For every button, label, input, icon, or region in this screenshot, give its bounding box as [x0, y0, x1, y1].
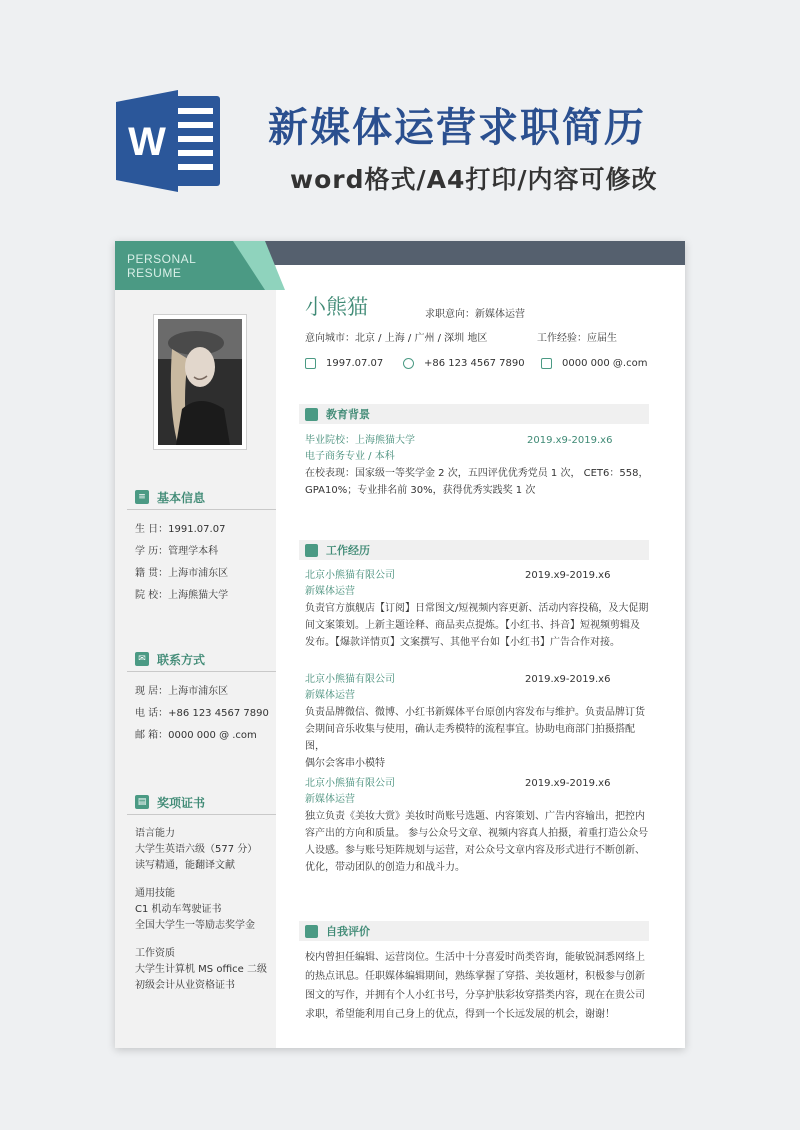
- desc-line: 独立负责《美妆大赏》美妆时尚账号选题、内容策划、广告内容输出，把控内: [305, 811, 645, 822]
- company-name: 北京小熊猫有限公司: [305, 778, 395, 789]
- hometown-row: 籍 贯：上海市浦东区: [135, 568, 229, 579]
- phone-icon: [403, 358, 414, 369]
- work-entry: [305, 672, 650, 772]
- basic-info-title: 基本信息: [157, 490, 206, 505]
- divider: [127, 509, 276, 510]
- awards-section: [115, 792, 276, 1006]
- work-desc: [305, 600, 650, 651]
- education-desc: [305, 465, 650, 499]
- calendar-icon: [305, 358, 316, 369]
- work-date: 2019.x9-2019.x6: [525, 570, 611, 581]
- basic-info-header: [115, 487, 276, 507]
- self-eval-header: [299, 921, 649, 941]
- desc-line: 偶尔会客串小模特: [305, 758, 385, 769]
- mail-icon: ✉: [135, 652, 149, 666]
- award-group-title: 语言能力: [135, 828, 175, 839]
- work-desc: [305, 704, 650, 772]
- resume-main: [299, 241, 669, 1048]
- page-title: 新媒体运营求职简历: [268, 105, 646, 151]
- work-header: [299, 540, 649, 560]
- birthday-row: 生 日：1991.07.07: [135, 524, 226, 535]
- desc-line: 优化，带动团队的创造力和战斗力。: [305, 862, 465, 873]
- contact-section: [115, 649, 276, 747]
- award-item: 大学生英语六级（577 分）: [135, 844, 258, 855]
- email-text: 0000 000 @.com: [562, 358, 648, 369]
- page-subtitle: word格式/A4打印/内容可修改: [290, 165, 658, 194]
- awards-header: [115, 792, 276, 812]
- award-item: 初级会计从业资格证书: [135, 980, 235, 991]
- envelope-icon: [541, 358, 552, 369]
- desc-line: 求职，希望能利用自己身上的优点，得到一个长远发展的机会，谢谢！: [305, 1009, 615, 1020]
- phone-item: [403, 358, 525, 369]
- desc-line: 的热点讯息。任职媒体编辑期间，熟练掌握了穿搭、美妆题材，积极参与创新: [305, 971, 645, 982]
- target-city: 意向城市：北京 / 上海 / 广州 / 深圳 地区: [305, 333, 488, 344]
- email-item: [541, 358, 647, 369]
- work-entry: [305, 776, 650, 876]
- work-title: 工作经历: [326, 544, 370, 557]
- divider: [127, 814, 276, 815]
- education-date: 2019.x9-2019.x6: [527, 435, 613, 446]
- education-entry: [305, 433, 650, 499]
- awards-title: 奖项证书: [157, 795, 206, 810]
- birthdate-text: 1997.07.07: [326, 358, 384, 369]
- award-group: [135, 886, 276, 934]
- desc-line: 人设感。参与账号矩阵规划与运营，对公众号文章内容及形式进行不断创新、: [305, 845, 645, 856]
- award-group-title: 通用技能: [135, 888, 175, 899]
- desc-line: 在校表现：国家级一等奖学金 2 次，五四评优优秀党员 1 次， CET6：558，: [305, 468, 649, 479]
- email-row: 邮 箱：0000 000 @ .com: [135, 730, 257, 741]
- desc-line: 间文案策划。上新主题诠释、商品卖点提炼。【小红书、抖音】短视频剪辑及: [305, 620, 640, 631]
- basic-info-section: [115, 487, 276, 607]
- self-eval-desc: [305, 948, 650, 1024]
- personal-resume-badge: [127, 252, 196, 280]
- self-eval-entry: [305, 948, 650, 1024]
- desc-line: 容产出的方向和质量。 参与公众号文章、视频内容真人拍摄，着重打造公众号: [305, 828, 649, 839]
- certificate-icon: ▤: [135, 795, 149, 809]
- badge-line-2: RESUME: [127, 266, 182, 280]
- id-card-icon: ≡: [135, 490, 149, 504]
- award-group: [135, 826, 276, 874]
- company-name: 北京小熊猫有限公司: [305, 570, 395, 581]
- desc-line: 会期间音乐收集与使用，确认走秀模特的流程事宜。协助电商部门拍摄搭配图，: [305, 724, 635, 752]
- badge-line-1: PERSONAL: [127, 252, 197, 266]
- work-experience-level: 工作经验：应届生: [537, 333, 617, 344]
- major: 电子商务专业 / 本科: [305, 451, 395, 462]
- briefcase-icon: [305, 544, 318, 557]
- award-item: 全国大学生一等励志奖学金: [135, 920, 255, 931]
- desc-line: 发布。【爆款详情页】文案撰写、其他平台如【小红书】广告合作对接。: [305, 637, 620, 648]
- job-intent: 求职意向：新媒体运营: [425, 309, 525, 320]
- profile-photo: [158, 319, 242, 445]
- award-group: [135, 946, 276, 994]
- resume-sheet: [115, 241, 685, 1048]
- contact-header: [115, 649, 276, 669]
- residence-row: 现 居：上海市浦东区: [135, 686, 229, 697]
- school-name: 毕业院校：上海熊猫大学: [305, 435, 415, 446]
- phone-row: 电 话：+86 123 4567 7890: [135, 708, 269, 719]
- education-row: 学 历：管理学本科: [135, 546, 219, 557]
- phone-text: +86 123 4567 7890: [424, 358, 525, 369]
- education-header: [299, 404, 649, 424]
- word-document-icon: [116, 86, 226, 196]
- contact-title: 联系方式: [157, 652, 206, 667]
- birthdate-item: [305, 358, 383, 369]
- desc-line: 图文的写作，并拥有个人小红书号，分享护肤彩妆穿搭类内容，现在在贵公司: [305, 990, 645, 1001]
- education-title: 教育背景: [326, 408, 370, 421]
- self-eval-title: 自我评价: [326, 925, 370, 938]
- word-icon-letter: W: [128, 120, 166, 164]
- school-row: 院 校：上海熊猫大学: [135, 590, 229, 601]
- desc-line: 负责官方旗舰店【订阅】日常图文/短视频内容更新、活动内容投稿，及大促期: [305, 603, 649, 614]
- job-role: 新媒体运营: [305, 794, 355, 805]
- comment-icon: [305, 925, 318, 938]
- work-date: 2019.x9-2019.x6: [525, 778, 611, 789]
- award-item: C1 机动车驾驶证书: [135, 904, 222, 915]
- award-item: 读写精通，能翻译文献: [135, 860, 235, 871]
- candidate-name: 小熊猫: [305, 295, 368, 319]
- award-group-title: 工作资质: [135, 948, 175, 959]
- desc-line: GPA10%；专业排名前 30%，获得优秀实践奖 1 次: [305, 485, 536, 496]
- work-date: 2019.x9-2019.x6: [525, 674, 611, 685]
- job-role: 新媒体运营: [305, 690, 355, 701]
- profile-photo-frame: [153, 314, 247, 450]
- desc-line: 校内曾担任编辑、运营岗位。生活中十分喜爱时尚类咨询，能敏锐洞悉网络上: [305, 952, 645, 963]
- divider: [127, 671, 276, 672]
- desc-line: 负责品牌微信、微博、小红书新媒体平台原创内容发布与维护。负责品牌订货: [305, 707, 645, 718]
- job-role: 新媒体运营: [305, 586, 355, 597]
- graduation-cap-icon: [305, 408, 318, 421]
- work-desc: [305, 808, 650, 876]
- award-item: 大学生计算机 MS office 二级: [135, 964, 267, 975]
- company-name: 北京小熊猫有限公司: [305, 674, 395, 685]
- work-entry: [305, 568, 650, 651]
